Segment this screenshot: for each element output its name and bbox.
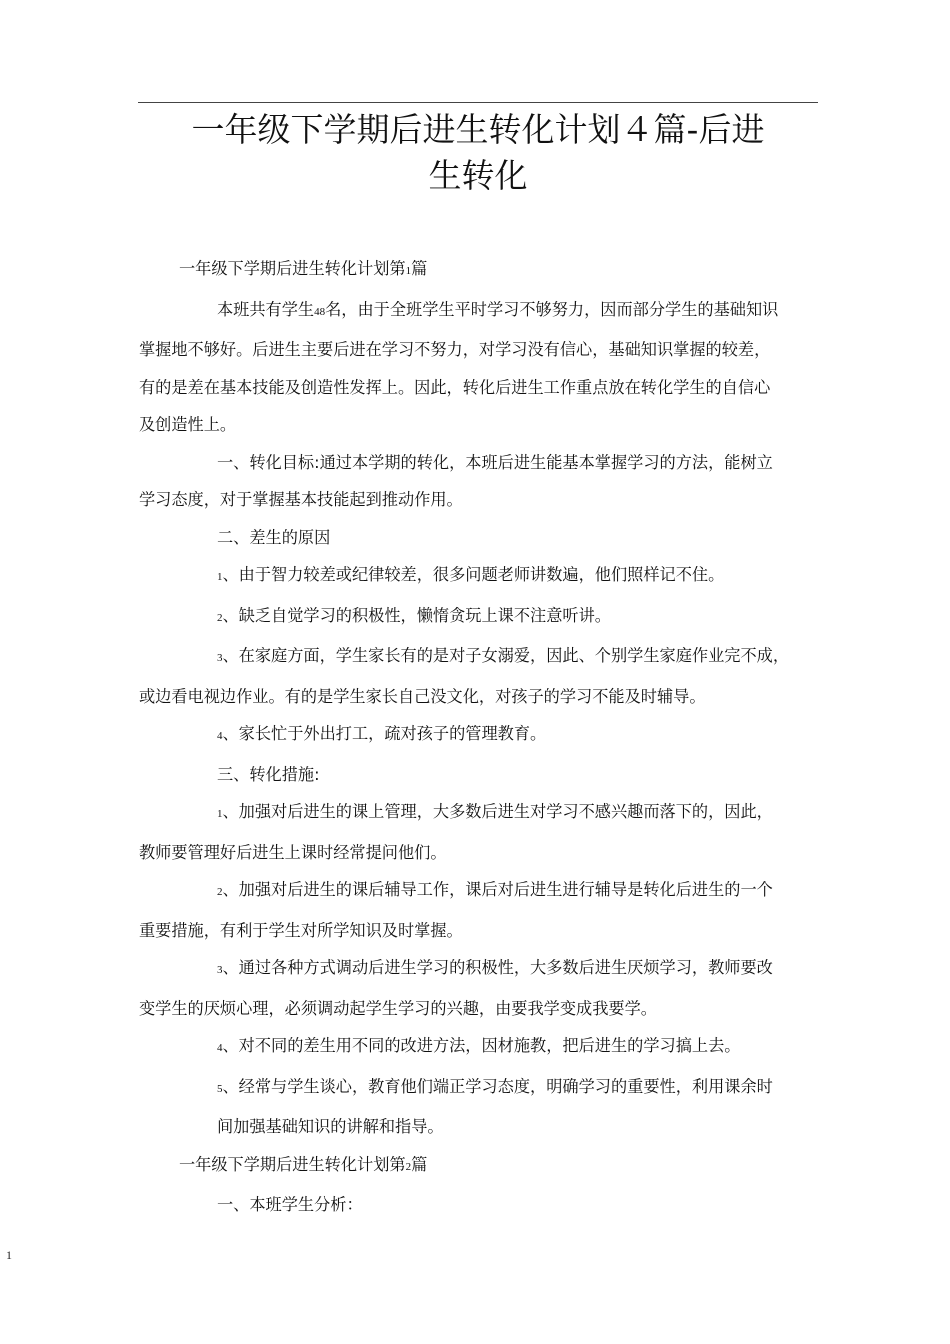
section-1-heading-text: 一年级下学期后进生转化计划第 [179,259,406,278]
cause-item-3-text: 、在家庭方面，学生家长有的是对子女溺爱，因此、个别学生家庭作业完不成， [222,646,790,665]
document-title-line-2: 生转化 [428,156,528,195]
document-body [139,250,819,1224]
measure-item-2-text: 、加强对后进生的课后辅导工作，课后对后进生进行辅导是转化后进生的一个 [222,880,773,899]
page-number: 1 [6,1248,12,1262]
document-title-line-1: 一年级下学期后进生转化计划４篇-后进 [191,110,765,149]
cause-heading: 二、差生的原因 [217,527,331,547]
section-2-heading-number: 2 [405,1160,412,1173]
measure-item-3 [139,949,819,990]
cause-item-1-text: 、由于智力较差或纪律较差，很多问题老师讲数遍，他们照样记不住。 [222,565,725,584]
measure-item-4-text: 、对不同的差生用不同的改进方法，因材施教，把后进生的学习搞上去。 [222,1036,741,1055]
cause-item-3-number: 3 [217,652,223,664]
intro-line-1-post: 名，由于全班学生平时学习不够努力，因而部分学生的基础知识 [325,299,779,319]
goal-line-2: 学习态度，对于掌握基本技能起到推动作用。 [139,490,463,509]
section-2-subheading-1: 一、本班学生分析： [217,1195,363,1214]
cause-item-1 [139,556,819,597]
section-1-heading-suffix: 篇 [411,259,428,278]
document-title [138,107,818,199]
intro-line-1-pre: 本班共有学生 [217,299,315,319]
cause-item-4-number: 4 [217,730,223,742]
measure-item-1-number: 1 [217,808,223,820]
intro-line-1 [139,291,819,332]
title-top-rule [138,102,818,103]
cause-item-1-number: 1 [217,571,223,583]
goal-line-1: 一、转化目标:通过本学期的转化，本班后进生能基本掌握学习的方法，能树立 [217,452,773,472]
intro-line-4: 及创造性上。 [139,415,237,434]
cause-item-3-continued: 或边看电视边作业。有的是学生家长自己没文化，对孩子的学习不能及时辅导。 [139,686,706,706]
cause-item-2 [139,597,819,638]
measure-heading: 三、转化措施: [217,764,320,784]
cause-item-2-text: 、缺乏自觉学习的积极性，懒惰贪玩上课不注意听讲。 [222,605,611,625]
measure-item-2 [139,871,819,912]
measure-item-4-number: 4 [217,1042,223,1054]
measure-item-5-text: 、经常与学生谈心，教育他们端正学习态度，明确学习的重要性，利用课余时 [222,1076,773,1096]
intro-line-2: 掌握地不够好。后进生主要后进在学习不努力，对学习没有信心，基础知识掌握的较差， [139,340,771,359]
cause-item-3 [139,637,819,678]
measure-item-5-number: 5 [217,1082,223,1095]
measure-item-1-continued: 教师要管理好后进生上课时经常提问他们。 [139,842,447,862]
measure-item-2-number: 2 [217,886,223,898]
section-1-heading [139,250,819,291]
measure-item-3-number: 3 [217,964,223,976]
section-2-heading-suffix: 篇 [411,1154,428,1174]
measure-item-1 [139,793,819,834]
intro-line-3: 有的是差在基本技能及创造性发挥上。因此，转化后进生工作重点放在转化学生的自信心 [139,377,771,397]
cause-item-4-text: 、家长忙于外出打工，疏对孩子的管理教育。 [222,724,547,743]
section-1-heading-number: 1 [405,265,412,277]
cause-item-4 [139,715,819,756]
measure-item-4 [139,1027,819,1068]
student-count: 48 [314,305,326,318]
cause-item-2-number: 2 [217,611,223,624]
section-2-heading-text: 一年级下学期后进生转化计划第 [179,1154,406,1174]
measure-item-3-continued: 变学生的厌烦心理，必须调动起学生学习的兴趣，由要我学变成我要学。 [139,998,657,1018]
measure-item-3-text: 、通过各种方式调动后进生学习的积极性，大多数后进生厌烦学习，教师要改 [222,958,773,977]
section-2-heading [139,1146,819,1187]
measure-item-5 [139,1068,819,1109]
measure-item-1-text: 、加强对后进生的课上管理，大多数后进生对学习不感兴趣而落下的，因此， [222,802,773,821]
measure-item-5-continued: 间加强基础知识的讲解和指导。 [217,1117,444,1136]
measure-item-2-continued: 重要措施，有利于学生对所学知识及时掌握。 [139,920,463,940]
